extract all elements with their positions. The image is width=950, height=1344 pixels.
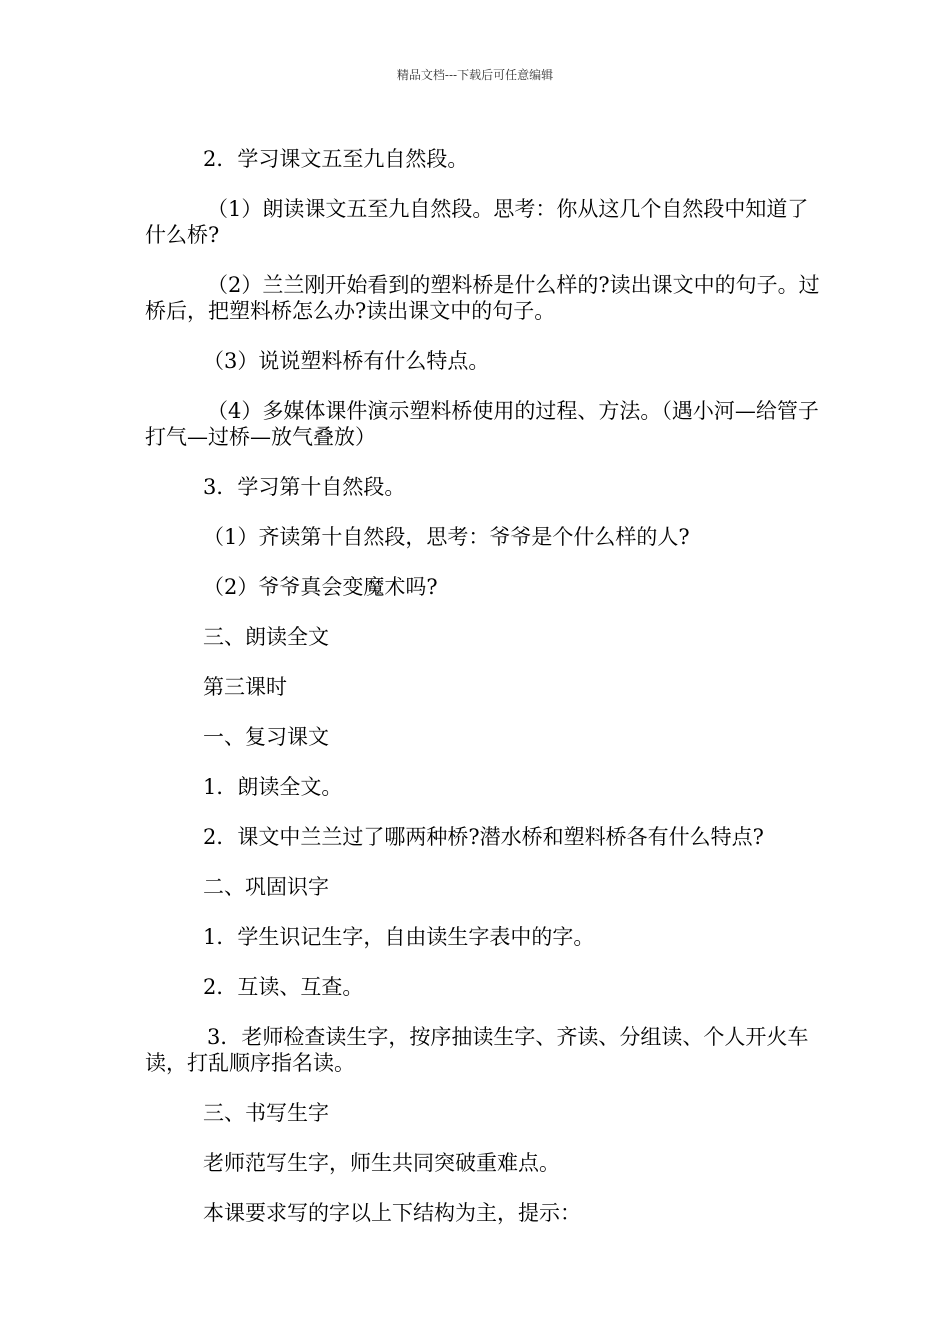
- document-body: [145, 146, 820, 1250]
- paragraph: （1）朗读课文五至九自然段。思考：你从这几个自然段中知道了什么桥?: [145, 197, 809, 247]
- lesson-heading: 第三课时: [203, 675, 287, 699]
- paragraph: 本课要求写的字以上下结构为主，提示：: [203, 1201, 581, 1225]
- paragraph: （4）多媒体课件演示塑料桥使用的过程、方法。（遇小河—给管子打气—过桥—放气叠放）: [145, 399, 819, 449]
- paragraph: 3．老师检查读生字，按序抽读生字、齐读、分组读、个人开火车读，打乱顺序指名读。: [145, 1025, 809, 1075]
- paragraph: 3．学习第十自然段。: [203, 475, 406, 499]
- section-heading: 二、巩固识字: [203, 875, 329, 899]
- paragraph: 2．课文中兰兰过了哪两种桥?潜水桥和塑料桥各有什么特点?: [203, 825, 764, 849]
- paragraph: （3）说说塑料桥有什么特点。: [203, 349, 490, 373]
- page-header: 精品文档---下载后可任意编辑: [396, 68, 554, 82]
- paragraph: 1．学生识记生字，自由读生字表中的字。: [203, 925, 595, 949]
- paragraph: （2）爷爷真会变魔术吗?: [203, 575, 438, 599]
- paragraph: 老师范写生字，师生共同突破重难点。: [203, 1151, 560, 1175]
- section-heading: 三、书写生字: [203, 1101, 329, 1125]
- paragraph: （1）齐读第十自然段，思考：爷爷是个什么样的人?: [203, 525, 690, 549]
- section-heading: 三、朗读全文: [203, 625, 329, 649]
- section-heading: 一、复习课文: [203, 725, 329, 749]
- paragraph: 2．学习课文五至九自然段。: [203, 147, 469, 171]
- paragraph: （2）兰兰刚开始看到的塑料桥是什么样的?读出课文中的句子。过桥后，把塑料桥怎么办?读出课文中的句子。: [145, 273, 820, 323]
- paragraph: 1．朗读全文。: [203, 775, 343, 799]
- paragraph: 2．互读、互查。: [203, 975, 364, 999]
